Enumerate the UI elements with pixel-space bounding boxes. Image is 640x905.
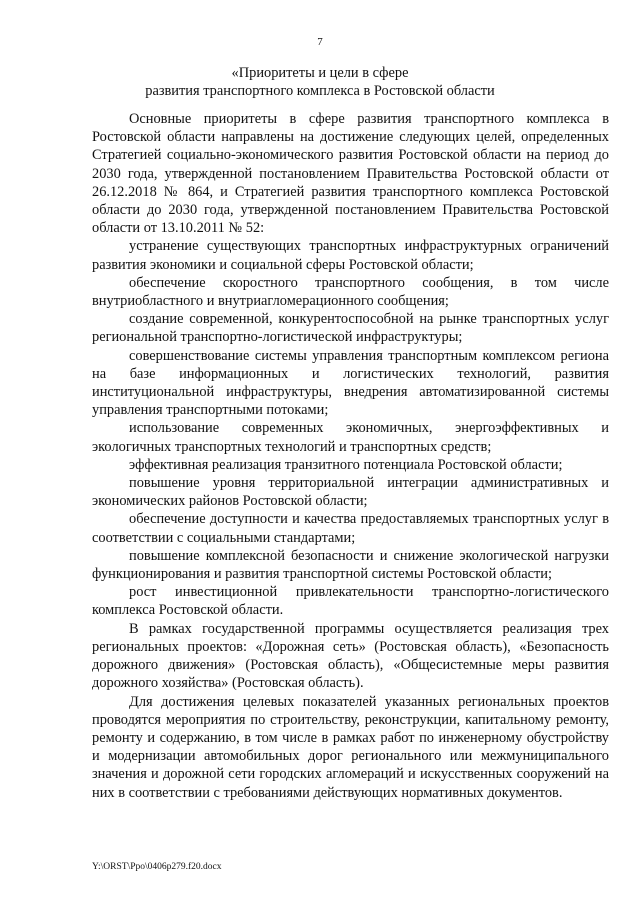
section-title-line-1: «Приоритеты и цели в сфере	[231, 65, 409, 81]
paragraph-measures: Для достижения целевых показателей указанных региональных проектов проводятся мероприятия по строительству, реконструкции, капитальному ремонту, ремонту и содержанию, в том числе в рамках работ по инженерному обустройству и модернизации автомобильных дорог регионального или межмуниципального значения и дорожной сети городских агломераций и искусственных сооружений на них в соответствии с требованиями действующих нормативных документов.	[92, 693, 609, 801]
goal-item: устранение существующих транспортных инфраструктурных ограничений развития экономики и социальной сферы Ростовской области;	[92, 238, 609, 273]
goal-item: использование современных экономичных, энергоэффективных и экологичных транспортных технологий и транспортных средств;	[92, 420, 609, 455]
section-title	[0, 64, 640, 100]
goal-item: повышение комплексной безопасности и снижение экологической нагрузки функционирования и развития транспортной системы Ростовской области;	[92, 547, 609, 583]
section-title-line-2: развития транспортного комплекса в Ростовской области	[145, 83, 495, 99]
goal-item: совершенствование системы управления транспортным комплексом региона на базе информационных и логистических технологий, развития институциональной инфраструктуры, внедрения автоматизированной системы управления транспортными потоками;	[92, 347, 609, 419]
goal-item: обеспечение скоростного транспортного сообщения, в том числе внутриобластного и внутриагломерационного сообщения;	[92, 274, 609, 310]
paragraph-regional-projects: В рамках государственной программы осуществляется реализация трех региональных проектов: «Дорожная сеть» (Ростовская область), «Безопасность дорожного движения» (Ростовская область), «Общесистемные меры развития дорожного хозяйства» (Ростовская область).	[92, 620, 609, 692]
goal-item: обеспечение доступности и качества предоставляемых транспортных услуг в соответствии с социальными стандартами;	[92, 511, 609, 546]
goal-item: повышение уровня территориальной интеграции административных и экономических районов Ростовской области;	[92, 475, 609, 510]
goal-item: эффективная реализация транзитного потенциала Ростовской области;	[129, 456, 563, 473]
page-number: 7	[317, 36, 323, 48]
paragraph-intro: Основные приоритеты в сфере развития транспортного комплекса в Ростовской области направлены на достижение следующих целей, определенных Стратегией социально-экономического развития Ростовской области на период до 2030 года, утвержденной постановлением Правительства Ростовской области от 26.12.2018 № 864, и Стратегией развития транспортного комплекса Ростовской области до 2030 года, утвержденной постановлением Правительства Ростовской области от 13.10.2011 № 52:	[92, 111, 609, 237]
goal-item: создание современной, конкурентоспособной на рынке транспортных услуг региональной транспортно-логистической инфраструктуры;	[92, 311, 609, 346]
document-body	[92, 110, 609, 802]
file-path-footer: Y:\ORST\Ppo\0406p279.f20.docx	[92, 862, 222, 872]
goal-item: рост инвестиционной привлекательности транспортно-логистического комплекса Ростовской области.	[92, 584, 609, 619]
